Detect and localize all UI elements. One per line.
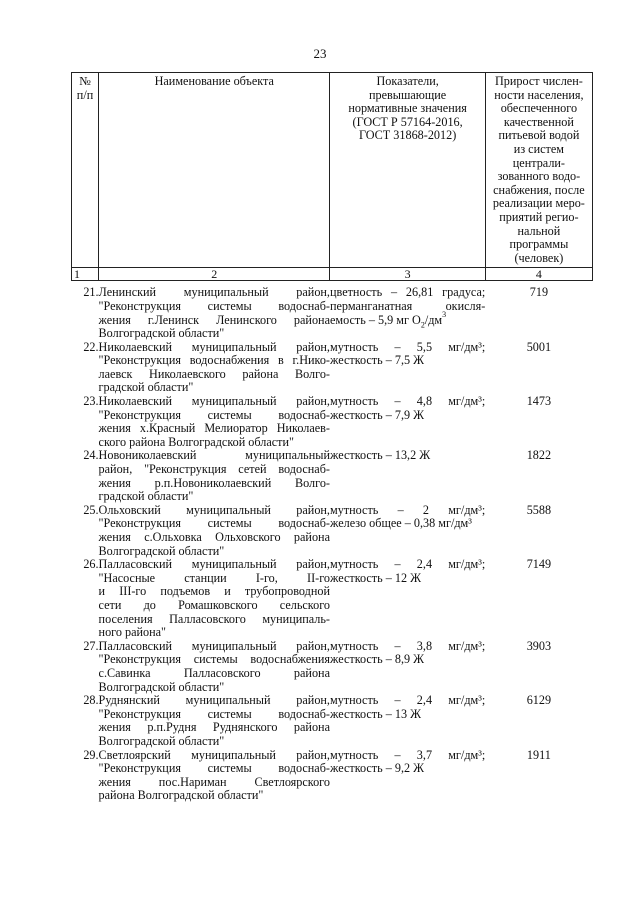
object-name-line: "Реконструкция системы водоснаб- bbox=[98, 706, 330, 721]
object-name-line: поселения Палласовского муниципаль- bbox=[98, 611, 330, 626]
table-row bbox=[72, 449, 593, 503]
header-col-population-line: Прирост числен- bbox=[494, 74, 583, 88]
indicator-line bbox=[330, 572, 485, 586]
table-row bbox=[72, 558, 593, 640]
object-name bbox=[99, 395, 330, 449]
indicator-text: железо общее – 0,38 мг/дм³ bbox=[329, 516, 472, 531]
object-name bbox=[99, 749, 330, 803]
header-col-population-line: зованного водо- bbox=[497, 169, 581, 184]
object-name bbox=[99, 449, 330, 503]
header-col-name bbox=[99, 73, 330, 268]
table-row bbox=[72, 749, 593, 803]
object-name-line: жения р.п.Новониколаевский Волго- bbox=[98, 475, 330, 490]
table-header-row bbox=[72, 73, 593, 268]
object-name-line: Палласовский муниципальный район, bbox=[98, 557, 330, 572]
population-increase: 1473 bbox=[526, 394, 552, 409]
population-increase: 1911 bbox=[526, 747, 551, 762]
population-increase: 5001 bbox=[526, 339, 552, 354]
object-name-line: жения пос.Нариман Светлоярского bbox=[98, 774, 330, 789]
table-row bbox=[72, 504, 593, 558]
indicator-line bbox=[330, 694, 485, 708]
object-name-line: "Реконструкция водоснабжения в г.Нико- bbox=[98, 353, 330, 368]
indicator-text: мутность – 4,8 мг/дм³; bbox=[329, 394, 486, 409]
population-increase: 3903 bbox=[526, 638, 552, 653]
header-col-indicators-line: нормативные значения bbox=[348, 101, 467, 116]
column-numbers-row bbox=[72, 268, 593, 281]
object-name bbox=[99, 504, 330, 558]
column-number-4: 4 bbox=[485, 268, 592, 281]
object-name-line: Николаевский муниципальный район, bbox=[98, 394, 330, 409]
object-indicators bbox=[330, 341, 485, 395]
object-name-line: "Реконструкция системы водоснаб- bbox=[98, 516, 330, 531]
object-name-line: градской области" bbox=[98, 489, 194, 504]
row-number: 27. bbox=[83, 638, 99, 653]
object-name-line: Николаевский муниципальный район, bbox=[98, 339, 330, 354]
indicator-text: мутность – 3,7 мг/дм³; bbox=[329, 747, 486, 762]
row-number: 21. bbox=[83, 285, 99, 300]
indicator-text: жесткость – 13,2 Ж bbox=[329, 448, 431, 463]
header-col-indicators-line: (ГОСТ Р 57164-2016, bbox=[352, 114, 463, 129]
indicator-text: жесткость – 9,2 Ж bbox=[329, 761, 425, 776]
object-name-line: "Насосные станции I-го, II-го bbox=[98, 570, 330, 585]
population-increase: 1822 bbox=[526, 448, 552, 463]
object-name bbox=[99, 640, 330, 694]
indicator-line bbox=[330, 653, 485, 667]
header-col-indicators-line: ГОСТ 31868-2012) bbox=[358, 128, 457, 143]
row-number: 25. bbox=[83, 502, 99, 517]
object-name-line: "Реконструкция системы водоснаб- bbox=[98, 298, 330, 313]
indicator-line bbox=[330, 558, 485, 572]
object-name-line: Волгоградской области" bbox=[98, 543, 225, 558]
population-increase: 6129 bbox=[526, 693, 552, 708]
object-name-line: Волгоградской области" bbox=[98, 733, 225, 748]
header-col-population-line: (человек) bbox=[514, 250, 564, 265]
table-row bbox=[72, 694, 593, 748]
object-indicators bbox=[330, 640, 485, 694]
object-name bbox=[99, 281, 330, 341]
indicator-text: жесткость – 13 Ж bbox=[329, 706, 422, 721]
population-increase: 7149 bbox=[526, 557, 552, 572]
header-col-population-line: снабжения, после bbox=[493, 182, 585, 197]
indicator-line bbox=[330, 640, 485, 654]
indicator-line bbox=[330, 409, 485, 423]
table-body bbox=[72, 281, 593, 803]
indicator-text: мутность – 2 мг/дм³; bbox=[329, 502, 486, 517]
indicator-unit: /дм bbox=[424, 312, 443, 327]
header-col-number-line: № bbox=[79, 74, 91, 88]
indicator-line bbox=[330, 449, 485, 463]
header-col-population-line: нальной программы bbox=[509, 223, 569, 252]
column-number-2: 2 bbox=[99, 268, 330, 281]
table-row bbox=[72, 281, 593, 341]
header-col-population-line: ности населения, bbox=[494, 87, 584, 102]
object-name-line: Волгоградской области" bbox=[98, 326, 225, 341]
population-increase: 719 bbox=[529, 285, 549, 300]
indicator-text: жесткость – 7,9 Ж bbox=[329, 407, 425, 422]
object-name-line: "Реконструкция системы водоснаб- bbox=[98, 761, 330, 776]
header-col-name-line: Наименование объекта bbox=[154, 74, 274, 88]
header-col-number bbox=[72, 73, 99, 268]
object-name-line: с.Савинка Палласовского района bbox=[98, 665, 330, 680]
header-col-population-line: питьевой водой bbox=[498, 128, 580, 143]
object-name-line: Ольховский муниципальный район, bbox=[98, 502, 330, 517]
object-name-line: Ленинский муниципальный район, bbox=[98, 285, 330, 300]
header-col-number-line: п/п bbox=[76, 87, 94, 102]
object-name bbox=[99, 341, 330, 395]
header-col-indicators bbox=[330, 73, 485, 268]
indicator-text: емость – 5,9 мг О bbox=[329, 312, 421, 327]
object-name-line: градской области" bbox=[98, 380, 194, 395]
header-col-population-line: реализации меро- bbox=[492, 196, 585, 211]
indicator-line bbox=[330, 395, 485, 409]
object-indicators bbox=[330, 504, 485, 558]
object-name-line: жения х.Красный Мелиоратор Николаев- bbox=[98, 421, 330, 436]
object-name-line: Волгоградской области" bbox=[98, 679, 225, 694]
table-row bbox=[72, 640, 593, 694]
indicator-line bbox=[330, 517, 485, 531]
indicator-text: мутность – 2,4 мг/дм³; bbox=[329, 693, 486, 708]
page-number: 23 bbox=[313, 46, 327, 61]
indicator-line bbox=[330, 300, 485, 314]
object-indicators bbox=[330, 694, 485, 748]
indicator-text: жесткость – 7,5 Ж bbox=[329, 353, 425, 368]
header-col-population-line: обеспеченного bbox=[500, 101, 578, 116]
column-number-1: 1 bbox=[72, 268, 99, 281]
header-col-indicators-line: Показатели, bbox=[376, 74, 439, 88]
indicator-line bbox=[330, 708, 485, 722]
row-number: 28. bbox=[83, 693, 99, 708]
population-increase: 5588 bbox=[526, 502, 552, 517]
table-row bbox=[72, 341, 593, 395]
row-number: 24. bbox=[83, 448, 99, 463]
indicator-text: мутность – 2,4 мг/дм³; bbox=[329, 557, 486, 572]
object-name-line: и III-го подъемов и трубопроводной bbox=[98, 584, 330, 599]
header-col-population bbox=[485, 73, 592, 268]
indicator-line bbox=[330, 504, 485, 518]
row-number: 23. bbox=[83, 394, 99, 409]
object-name-line: сети до Ромашковского сельского bbox=[98, 597, 330, 612]
object-name-line: района Волгоградской области" bbox=[98, 788, 264, 803]
object-indicators bbox=[330, 558, 485, 640]
object-name-line: ного района" bbox=[98, 625, 167, 640]
indicator-line bbox=[330, 286, 485, 300]
indicator-line bbox=[330, 341, 485, 355]
header-col-population-line: из систем централи- bbox=[512, 141, 565, 170]
object-indicators bbox=[330, 449, 485, 503]
object-name-line: "Реконструкция системы водоснаб- bbox=[98, 407, 330, 422]
indicator-text: мутность – 3,8 мг/дм³; bbox=[329, 638, 486, 653]
object-indicators bbox=[330, 281, 485, 341]
indicator-line bbox=[330, 354, 485, 368]
row-number: 29. bbox=[83, 747, 99, 762]
indicator-text: жесткость – 8,9 Ж bbox=[329, 652, 425, 667]
object-name-line: Руднянский муниципальный район, bbox=[98, 693, 330, 708]
object-name-line: район, "Реконструкция сетей водоснаб- bbox=[98, 462, 330, 477]
indicator-line bbox=[329, 310, 485, 329]
object-indicators bbox=[330, 749, 485, 803]
indicator-superscript: 3 bbox=[442, 310, 447, 320]
object-name-line: ского района Волгоградской области" bbox=[98, 434, 295, 449]
object-name-line: Новониколаевский муниципальный bbox=[98, 448, 330, 463]
object-name bbox=[99, 558, 330, 640]
table-row bbox=[72, 395, 593, 449]
indicator-line bbox=[330, 762, 485, 776]
header-col-population-line: качественной bbox=[503, 114, 574, 129]
header-col-population-line: приятий регио- bbox=[499, 209, 579, 224]
object-name-line: жения с.Ольховка Ольховского района bbox=[98, 530, 330, 544]
row-number: 26. bbox=[83, 557, 99, 572]
header-col-indicators-line: превышающие bbox=[369, 87, 447, 102]
indicator-text: мутность – 5,5 мг/дм³; bbox=[329, 339, 486, 354]
object-indicators bbox=[330, 395, 485, 449]
object-name-line: лаевск Николаевского района Волго- bbox=[98, 366, 330, 381]
object-name-line: "Реконструкция системы водоснабжения bbox=[98, 652, 330, 667]
objects-table bbox=[71, 72, 593, 803]
object-name-line: Светлоярский муниципальный район, bbox=[98, 747, 330, 762]
indicator-subscript: 2 bbox=[420, 319, 425, 329]
indicator-text: жесткость – 12 Ж bbox=[329, 570, 422, 585]
indicator-text: перманганатная окисля- bbox=[329, 298, 486, 313]
row-number: 22. bbox=[83, 339, 99, 354]
object-name-line: жения г.Ленинск Ленинского района bbox=[98, 312, 330, 327]
column-number-3: 3 bbox=[330, 268, 485, 281]
indicator-line bbox=[330, 749, 485, 763]
object-name-line: Палласовский муниципальный район, bbox=[98, 638, 330, 653]
indicator-text: цветность – 26,81 градуса; bbox=[329, 285, 486, 300]
object-name bbox=[99, 694, 330, 748]
object-name-line: жения р.п.Рудня Руднянского района bbox=[98, 720, 330, 735]
